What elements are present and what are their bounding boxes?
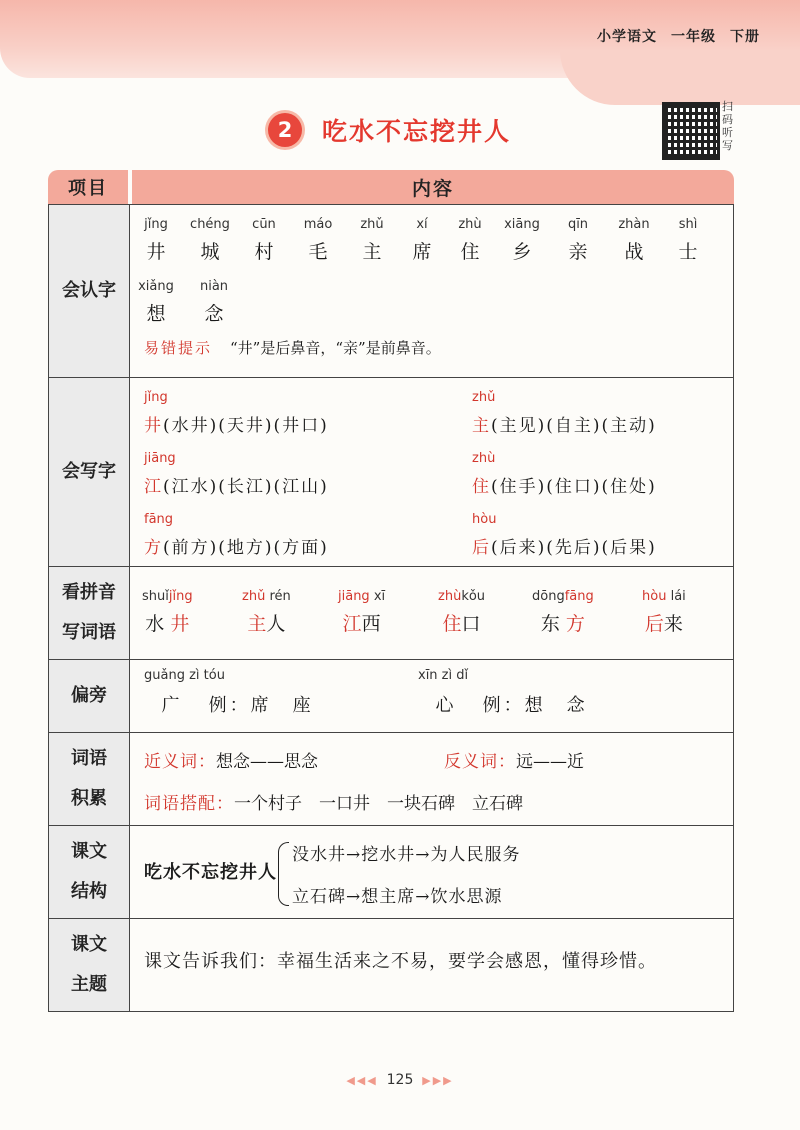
char-cell: xiǎng 想 <box>138 279 174 325</box>
text-theme <box>130 919 734 1011</box>
write-chars <box>130 378 734 566</box>
row-label: 偏旁 <box>48 660 130 732</box>
char-cell: shì 士 <box>678 217 698 263</box>
pinyin-word: zhùkǒu 住口 <box>438 589 486 635</box>
recognize-chars <box>130 205 734 377</box>
antonym-line: 反义词：远——近 <box>444 752 584 772</box>
collocation-line: 词语搭配：一个村子 一口井 一块石碑 立石碑 <box>144 794 523 814</box>
char-cell: niàn 念 <box>199 279 229 325</box>
char-cell: xiāng 乡 <box>504 217 540 263</box>
error-tip <box>144 337 441 358</box>
word-accumulation <box>130 733 734 825</box>
right-arrows-icon: ▶▶▶ <box>422 1074 454 1087</box>
radicals <box>130 660 734 732</box>
pinyin-word: dōngfāng 东 方 <box>532 589 594 635</box>
subject-label: 小学语文 <box>597 29 657 45</box>
grade-label: 一年级 <box>671 29 716 45</box>
row-pinyin <box>48 567 734 660</box>
pinyin-word: hòu lái 后来 <box>642 589 686 635</box>
write-char-entry: zhǔ 主(主见)(自主)(主动) <box>472 390 657 436</box>
lesson-title <box>268 110 511 150</box>
pinyin-word: jiāng xī 江西 <box>338 589 386 635</box>
structure-line: 立石碑→想主席→饮水思源 <box>292 887 503 907</box>
char-cell: chéng 城 <box>190 217 230 263</box>
page-footer <box>0 1072 800 1088</box>
write-char-entry: zhù 住(住手)(住口)(住处) <box>472 451 657 497</box>
left-arrows-icon: ◀◀◀ <box>346 1074 378 1087</box>
row-label: 课文 结构 <box>48 826 130 918</box>
lesson-number-badge: 2 <box>268 113 302 147</box>
radical-entry: xīn zì dǐ 心 例：想 念 <box>418 668 588 716</box>
table-header <box>48 170 734 204</box>
char-cell: zhù 住 <box>458 217 482 263</box>
lesson-title-text: 吃水不忘挖井人 <box>322 117 512 146</box>
char-cell: jǐng 井 <box>144 217 168 263</box>
row-zhuti <box>48 919 734 1012</box>
pinyin-word: shuǐjǐng 水 井 <box>142 589 193 635</box>
row-label: 看拼音 写词语 <box>48 567 130 659</box>
char-cell: máo 毛 <box>303 217 333 263</box>
tip-label: 易错提示 <box>144 339 213 357</box>
pinyin-words <box>130 567 734 659</box>
volume-label: 下册 <box>730 29 760 45</box>
structure-title: 吃水不忘挖井人 <box>144 862 277 883</box>
write-char-entry: hòu 后(后来)(先后)(后果) <box>472 512 657 558</box>
write-char-entry: fāng 方(前方)(地方)(方面) <box>144 512 329 558</box>
structure-line: 没水井→挖水井→为人民服务 <box>292 845 521 865</box>
char-cell: zhàn 战 <box>618 217 650 263</box>
row-pianpang <box>48 660 734 733</box>
qr-code-icon[interactable] <box>662 102 720 160</box>
qr-label: 扫 码 听 写 <box>722 100 733 152</box>
row-label: 会认字 <box>48 205 130 377</box>
row-label: 会写字 <box>48 378 130 566</box>
lesson-summary-table <box>48 170 734 1012</box>
char-cell: zhǔ 主 <box>360 217 384 263</box>
text-structure <box>130 826 734 918</box>
header-content: 内容 <box>132 170 734 204</box>
header-band-fold <box>560 50 800 105</box>
row-huixiezi <box>48 378 734 567</box>
brace-icon <box>278 842 289 906</box>
page-number: 125 <box>386 1072 414 1088</box>
theme-text: 课文告诉我们：幸福生活来之不易，要学会感恩，懂得珍惜。 <box>144 951 657 972</box>
row-huirenzi <box>48 204 734 378</box>
row-jiegou <box>48 826 734 919</box>
write-char-entry: jǐng 井(水井)(天井)(井口) <box>144 390 329 436</box>
char-cell: cūn 村 <box>252 217 276 263</box>
char-cell: qīn 亲 <box>567 217 589 263</box>
row-ciyu <box>48 733 734 826</box>
synonym-line: 近义词：想念——思念 <box>144 752 318 772</box>
radical-entry: guǎng zì tóu 广 例：席 座 <box>144 668 314 716</box>
pinyin-word: zhǔ rén 主人 <box>242 589 291 635</box>
header-item: 项目 <box>48 170 128 204</box>
row-label: 词语 积累 <box>48 733 130 825</box>
row-label: 课文 主题 <box>48 919 130 1011</box>
char-cell: xí 席 <box>412 217 432 263</box>
book-label <box>583 26 760 46</box>
tip-text: “井”是后鼻音，“亲”是前鼻音。 <box>230 339 441 357</box>
write-char-entry: jiāng 江(江水)(长江)(江山) <box>144 451 329 497</box>
